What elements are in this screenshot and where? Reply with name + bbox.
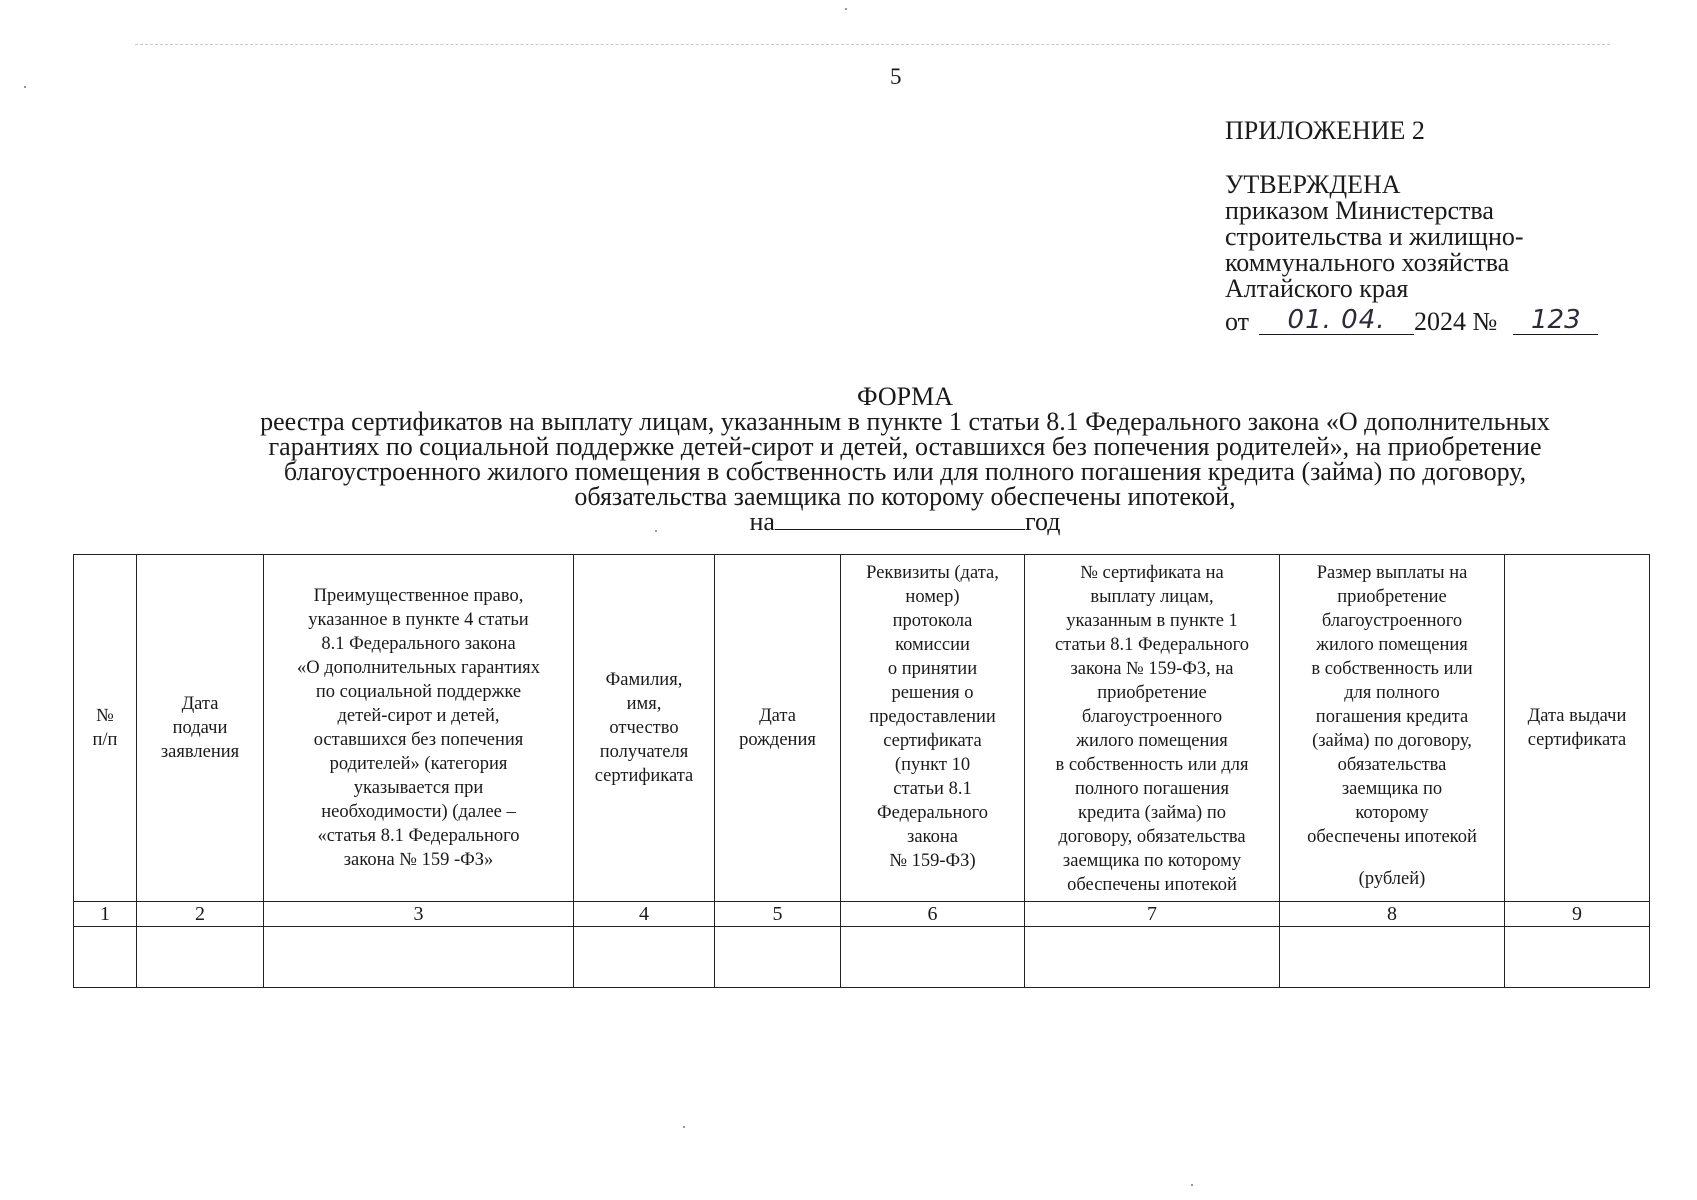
empty-cell <box>137 927 264 988</box>
order-line: строительства и жилищно- <box>1225 222 1524 251</box>
handwritten-order-number: 123 <box>1513 306 1598 335</box>
year-prefix: на <box>749 507 775 536</box>
form-title-line: обязательства заемщика по которому обеспечены ипотекой, <box>574 482 1236 511</box>
empty-cell <box>264 927 574 988</box>
form-heading: ФОРМА <box>857 382 953 411</box>
column-number: 2 <box>137 902 264 927</box>
table-header-row <box>74 555 1650 902</box>
scan-speck <box>655 530 657 532</box>
column-header: Дата подачи заявления <box>137 555 264 902</box>
table-row <box>74 927 1650 988</box>
column-header: № п/п <box>74 555 137 902</box>
empty-cell <box>1025 927 1280 988</box>
column-header: Дата рождения <box>715 555 841 902</box>
column-header: Реквизиты (дата, номер) протокола комиссии о принятии решения о предоставлении сертификата (пункт 10 статьи 8.1 Федерального закона № 159-ФЗ) <box>841 555 1025 902</box>
scan-speck <box>24 86 26 88</box>
form-title-line: благоустроенного жилого помещения в собственность или для полного погашения кредита (займа) по договору, <box>283 457 1527 486</box>
year-number-label: 2024 № <box>1414 307 1498 336</box>
column-header: Преимущественное право, указанное в пункте 4 статьи 8.1 Федерального закона «О дополнительных гарантиях по социальной поддержке детей-сирот и детей, оставшихся без попечения родителей» (категория указывается при необходимости) (далее – «статья 8.1 Федерального закона № 159 -ФЗ» <box>264 555 574 902</box>
form-year-line <box>150 509 1660 534</box>
column-number: 4 <box>574 902 715 927</box>
scan-speck <box>683 1126 685 1128</box>
approved-label: УТВЕРЖДЕНА <box>1225 170 1401 199</box>
handwritten-date: 01. 04. <box>1259 306 1414 335</box>
scan-edge-line <box>135 44 1610 45</box>
empty-cell <box>841 927 1025 988</box>
column-number: 9 <box>1505 902 1650 927</box>
column-header: № сертификата на выплату лицам, указанным в пункте 1 статьи 8.1 Федерального закона № 159-ФЗ, на приобретение благоустроенного жилого помещения в собственность или для полного погашения кредита (займа) по договору, обязательства заемщика по которому обеспечены ипотекой <box>1025 555 1280 902</box>
order-date-line <box>1225 306 1665 335</box>
order-line: приказом Министерства <box>1225 196 1494 225</box>
form-title-line: реестра сертификатов на выплату лицам, указанным в пункте 1 статьи 8.1 Федерального закона «О дополнительных <box>260 407 1550 436</box>
empty-cell <box>574 927 715 988</box>
column-number-row <box>74 902 1650 927</box>
from-label: от <box>1225 307 1250 336</box>
column-header: Дата выдачи сертификата <box>1505 555 1650 902</box>
column-number: 8 <box>1280 902 1505 927</box>
column-number: 5 <box>715 902 841 927</box>
column-number: 7 <box>1025 902 1280 927</box>
empty-cell <box>715 927 841 988</box>
empty-cell <box>74 927 137 988</box>
approval-block <box>1225 118 1665 335</box>
scan-speck <box>1191 1184 1193 1186</box>
year-suffix: год <box>1024 507 1061 536</box>
form-title-line: гарантиях по социальной поддержке детей-сирот и детей, оставшихся без попечения родителей», на приобретение <box>268 432 1542 461</box>
form-title-block <box>150 384 1660 534</box>
unit-note: (рублей) <box>1358 869 1426 889</box>
registry-table <box>73 554 1650 988</box>
order-line: Алтайского края <box>1225 274 1409 303</box>
year-blank <box>775 509 1025 530</box>
column-number: 1 <box>74 902 137 927</box>
scan-speck <box>845 8 847 10</box>
empty-cell <box>1505 927 1650 988</box>
column-header: Фамилия, имя, отчество получателя сертификата <box>574 555 715 902</box>
empty-cell <box>1280 927 1505 988</box>
column-number: 3 <box>264 902 574 927</box>
appendix-label: ПРИЛОЖЕНИЕ 2 <box>1225 116 1425 145</box>
column-number: 6 <box>841 902 1025 927</box>
order-line: коммунального хозяйства <box>1225 248 1510 277</box>
page-number: 5 <box>890 64 902 89</box>
column-header: Размер выплаты на приобретение благоустроенного жилого помещения в собственность или для полного погашения кредита (займа) по договору, обязательства заемщика по которому обеспечены ипотекой (рублей) <box>1280 555 1505 902</box>
